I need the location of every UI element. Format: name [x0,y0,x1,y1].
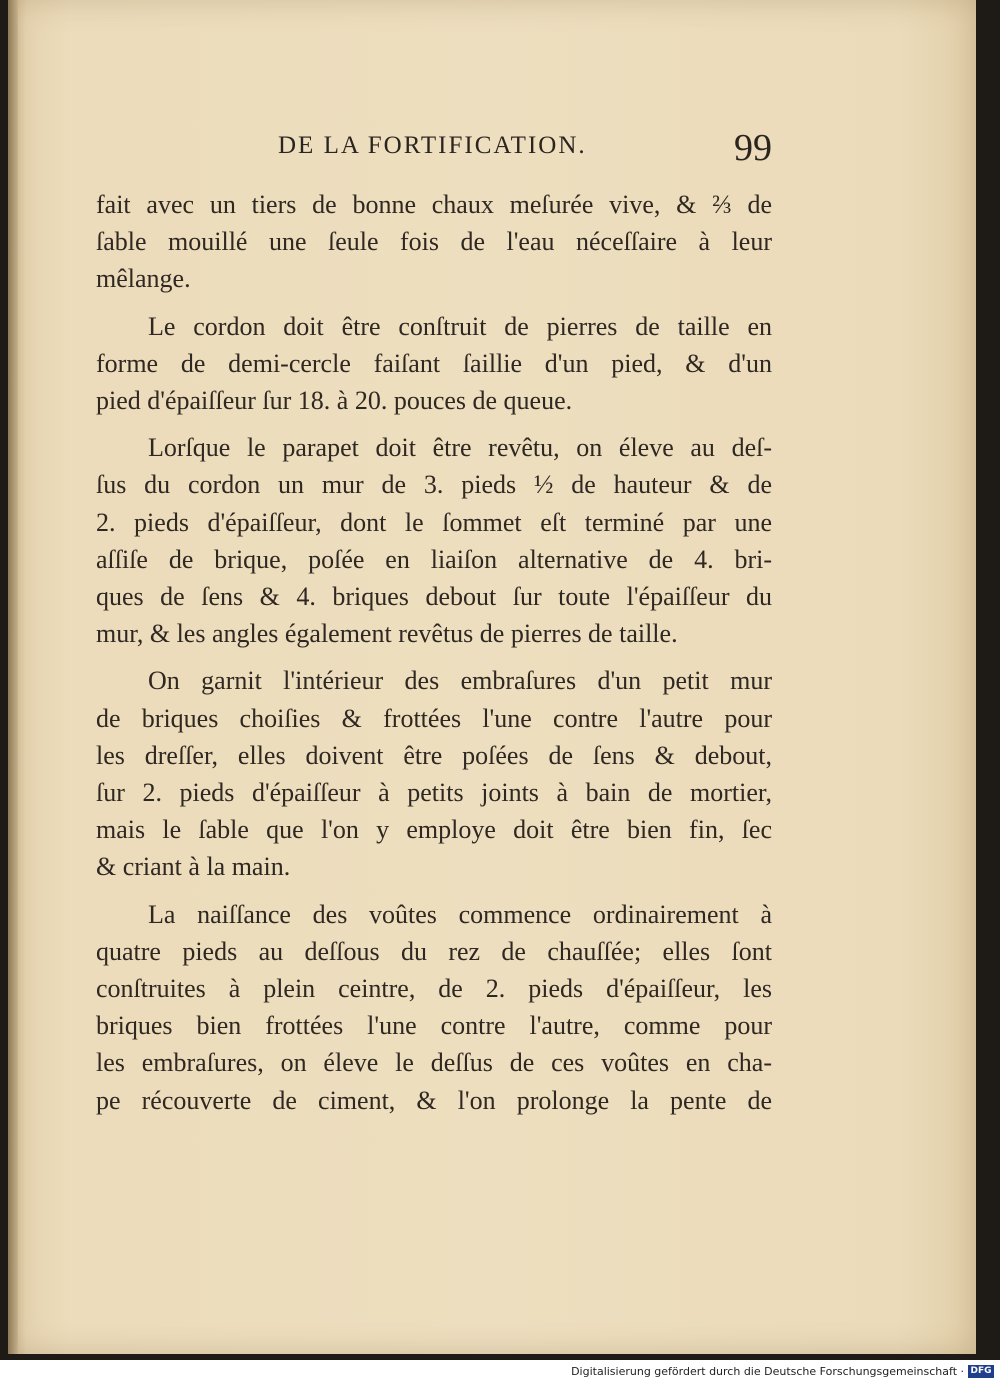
text-line: La naiſſance des voûtes commence ordinairement à [148,899,772,929]
text-line: mur, & les angles également revêtus de pierres de taille. [96,619,678,649]
text-line: pe récouverte de ciment, & l'on prolonge la pente de [96,1085,772,1115]
text-line: fait avec un tiers de bonne chaux meſurée vive, & ⅔ de [96,190,772,219]
text-line: ſable mouillé une ſeule fois de l'eau néceſſaire à leur [96,227,772,257]
text-line: les dreſſer, elles doivent être poſées de ſens & debout, [96,740,772,770]
text-line: de briques choiſies & frottées l'une contre l'autre pour [96,703,772,733]
funding-credit: Digitalisierung gefördert durch die Deutsche Forschungsgemeinschaft · [571,1365,964,1378]
text-line: conſtruites à plein ceintre, de 2. pieds d'épaiſſeur, les [96,974,772,1004]
text-line: briques bien frottées l'une contre l'autre, comme pour [96,1011,772,1041]
page-number: 99 [734,127,772,169]
book-page [8,0,976,1354]
paragraph-5 [96,896,772,1119]
paragraph-3 [96,429,772,652]
dfg-logo: DFG [968,1365,994,1378]
text-line: ſus du cordon un mur de 3. pieds ½ de hauteur & de [96,470,772,500]
text-line: Le cordon doit être conſtruit de pierres de taille en [148,311,772,341]
text-line: 2. pieds d'épaiſſeur, dont le ſommet eſt terminé par une [96,507,772,537]
text-line: quatre pieds au deſſous du rez de chauſſée; elles ſont [96,936,772,966]
paragraph-4 [96,662,772,885]
body-text [96,186,772,1129]
text-line: pied d'épaiſſeur ſur 18. à 20. pouces de queue. [96,386,573,416]
page-header [278,126,778,176]
digitization-footer [0,1360,1000,1384]
page-gutter-edge [8,0,18,1354]
text-line: mais le ſable que l'on y employe doit être bien fin, ſec [96,815,772,845]
text-line: & criant à la main. [96,852,291,882]
text-line: les embraſures, on éleve le deſſus de ces voûtes en cha- [96,1048,772,1078]
text-line: aſſiſe de brique, poſée en liaiſon alternative de 4. bri- [96,544,772,574]
text-line: ſur 2. pieds d'épaiſſeur à petits joints à bain de mortier, [96,778,772,808]
text-line: On garnit l'intérieur des embraſures d'un petit mur [148,666,772,696]
paragraph-2 [96,308,772,420]
running-head: DE LA FORTIFICATION. [278,132,587,159]
paragraph-1 [96,186,772,298]
text-line: forme de demi-cercle faiſant ſaillie d'un pied, & d'un [96,348,772,378]
text-line: Lorſque le parapet doit être revêtu, on éleve au deſ- [148,433,772,463]
text-line: mêlange. [96,264,191,294]
text-line: ques de ſens & 4. briques debout ſur toute l'épaiſſeur du [96,582,772,612]
